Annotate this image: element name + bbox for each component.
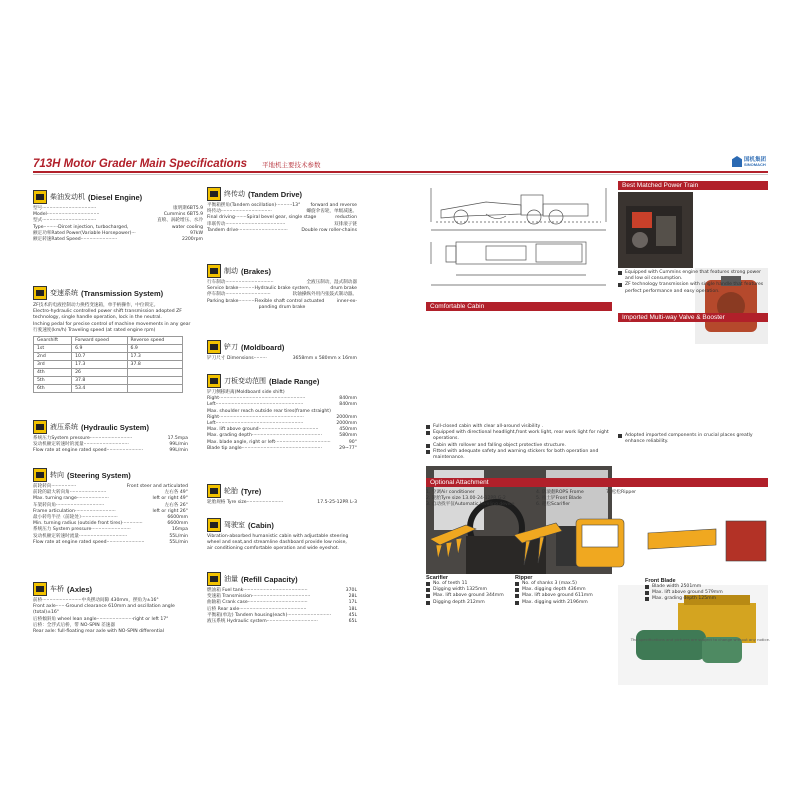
spec-row: 液压系统 Hydraulic system··································· 65L — [207, 619, 357, 625]
list-item: Digging depth 212mm — [426, 600, 516, 606]
refill-heading-cn: 油量 — [224, 575, 238, 583]
cabin-heading — [207, 518, 362, 532]
list-item: Max. lift above ground 579mm — [645, 590, 745, 596]
front-blade-title: Front Blade — [645, 578, 676, 584]
axles-heading — [33, 582, 198, 596]
axles-heading-en: (Axles) — [67, 584, 93, 594]
optional-list — [426, 490, 768, 509]
list-item: Equipped with directional headlight,front work light, rear work light for night operations. — [426, 430, 612, 442]
spec-row: 燃油箱 Fuel tank············································ 370L — [207, 588, 357, 593]
tyre-section — [207, 484, 357, 506]
spec-row: 车架转向角································· 左右各 26° — [33, 502, 188, 508]
brakes-heading-cn: 制动 — [224, 267, 238, 275]
steering-heading-en: (Steering System) — [67, 470, 131, 480]
spec-row: 轮胎规格 Tyre size························· 17.5-25-12PR L-3 — [207, 500, 357, 505]
blade-section — [207, 374, 357, 452]
spec-row: Max. lift above ground········································· 450mm — [207, 427, 357, 433]
bullet-icon — [645, 591, 649, 595]
engine-image — [618, 192, 693, 268]
page-title: 713H Motor Grader Main Specifications — [33, 158, 248, 170]
transmission-section — [33, 286, 203, 393]
cabin-heading-cn: 驾驶室 — [224, 521, 245, 529]
brakes-section — [207, 264, 357, 311]
power-train-heading: Best Matched Power Train — [618, 181, 768, 190]
bullet-icon — [618, 434, 622, 438]
steering-heading-cn: 转向 — [50, 471, 64, 479]
bullet-icon — [515, 601, 519, 605]
engine-lines — [33, 206, 203, 243]
bullet-icon — [426, 601, 430, 605]
spec-row: 铲刀侧移距离(Moldboard side shift) — [207, 390, 285, 395]
spec-row: 系统压力 System pressure··························· 16mpa — [33, 527, 188, 533]
steering-icon — [33, 468, 47, 482]
list-item: Max. lift above ground 611mm — [515, 593, 610, 599]
bullet-icon — [426, 431, 430, 435]
transmission-heading — [33, 286, 203, 300]
list-item: No. of teeth 11 — [426, 581, 516, 587]
spec-row: Right··························································· 840mm — [207, 396, 357, 402]
spec-row: Service brake···········Hydraulic brake system, drum brake — [207, 286, 357, 292]
hydraulic-lines — [33, 436, 188, 455]
hydraulic-section — [33, 420, 188, 455]
moldboard-icon — [207, 340, 221, 354]
table-header-row: Gearshift Forward speed Reverse speed — [34, 337, 183, 345]
header-rule — [33, 171, 768, 173]
spec-row: Flow rate at engine rated speed·························· 55L/min — [33, 539, 188, 545]
footnote: The specifications and pictures are subject to change without any notice. — [630, 637, 770, 642]
spec-row: 系统压力System pressure····························· 17.5mpa — [33, 436, 188, 441]
tandem-lines — [207, 203, 357, 234]
spec-row: 变速箱 Transmission········································ 28L — [207, 594, 357, 600]
brakes-heading-en: (Brakes) — [241, 266, 272, 276]
axles-paragraph: 前桥···························中央摆动间隙 430mm，摆角为±16° Front axle·······Ground clearance 610mm and oscillation angle (total)±16° 后桥倾斜角 wheel lean angle·························right or left 17° 后桥：全浮式后桥，带 NO-SPIN 差速器 Rear axle: full-floating rear axle with NO-SPIN differential — [33, 598, 175, 635]
spec-row: Right·························································· 2000mm — [207, 414, 357, 420]
attachment-images — [426, 515, 768, 575]
spec-row: Min. turning radius (outside front tires)·············· 6600mm — [33, 521, 188, 527]
tyre-heading — [207, 484, 357, 498]
spec-row: Final driving········Spiral bevel gear, single stage reduction — [207, 215, 357, 221]
attachment-drawings — [426, 515, 768, 575]
spec-row: Flow rate at engine rated speed························· 99L/min — [33, 448, 188, 454]
moldboard-heading-cn: 铲刀 — [224, 343, 238, 351]
optional-row: 1. 空调Air conditioner 4. 防滚翻ROPS Frome 7. 松松Ripper — [426, 490, 637, 495]
header-subrule — [33, 174, 768, 175]
spec-row: Left···························································· 840mm — [207, 402, 357, 408]
table-row: 3rd 17.3 37.8 — [34, 361, 183, 369]
list-item: Max. digging depth 436mm — [515, 587, 610, 593]
page-subtitle: 平地机主要技术参数 — [262, 161, 321, 169]
list-item: Blade width 2501mm — [645, 584, 745, 590]
scarifier-block — [426, 575, 516, 606]
tandem-heading-cn: 终传动 — [224, 190, 245, 198]
table-row: 2nd 10.7 17.3 — [34, 353, 183, 361]
scarifier-title: Scarifier — [426, 575, 449, 581]
spec-row: 前轮转向················· Front steer and articulated — [33, 484, 188, 489]
engine-icon — [33, 190, 47, 204]
list-item: No. of shanks 3 (max.5) — [515, 581, 610, 587]
bullet-icon — [515, 582, 519, 586]
spec-row: 额定转速Rated Speed························· 2200rpm — [33, 237, 203, 243]
spec-row: 平衡箱摆角(Tandem oscillation)···········13° forward and reverse — [207, 203, 357, 208]
spec-row: Max. shoulder reach outside rear tires(frame straight) — [207, 408, 331, 414]
transmission-heading-cn: 变速系统 — [50, 289, 78, 297]
spec-row: Type··········Dircet injection, turbocharged, water cooling — [33, 224, 203, 230]
valve-heading: Imported Multi-way Valve & Booster — [618, 313, 768, 322]
list-item: Max. lift above ground 344mm — [426, 593, 516, 599]
scarifier-bullets — [426, 581, 516, 606]
blade-heading — [207, 374, 357, 388]
list-item: Fitted with adequate safety and warning stickers for both operation and maintenance. — [426, 449, 612, 461]
table-row: 6th 53.4 — [34, 385, 183, 393]
tyre-heading-en: (Tyre) — [241, 486, 262, 496]
bullet-icon — [426, 444, 430, 448]
tandem-section — [207, 187, 357, 234]
steering-lines — [33, 484, 188, 546]
hydraulic-heading — [33, 420, 188, 434]
cabin-section — [207, 518, 362, 553]
refill-section — [207, 572, 357, 625]
list-item: Cabin with rollover and falling object protective structure. — [426, 443, 612, 449]
brand-logo — [732, 155, 772, 169]
ripper-bullets — [515, 581, 610, 606]
bullet-icon — [515, 594, 519, 598]
power-train-bullets — [618, 270, 768, 295]
spec-row: 型号····································· 康明斯6BT5.9 — [33, 206, 203, 211]
hydraulic-heading-cn: 液压系统 — [50, 423, 78, 431]
ripper-title: Ripper — [515, 575, 533, 581]
axles-heading-cn: 车桥 — [50, 585, 64, 593]
moldboard-lines — [207, 356, 357, 362]
hydraulic-icon — [33, 420, 47, 434]
spec-row: Max. turning range······················ left or right 49° — [33, 496, 188, 502]
list-item: Max. grading depth 125mm — [645, 596, 745, 602]
brakes-icon — [207, 264, 221, 278]
bullet-icon — [426, 425, 430, 429]
spec-row: Frame articulation···························· left or right 26° — [33, 508, 188, 514]
bullet-icon — [426, 594, 430, 598]
spec-row: 停车制动······························· 软轴操纵外用内张鼓式制动器。 — [207, 292, 357, 298]
brakes-heading — [207, 264, 357, 278]
transmission-heading-en: (Transmission System) — [81, 288, 164, 298]
spec-row: Left···························································· 2000mm — [207, 421, 357, 427]
blade-icon — [207, 374, 221, 388]
optional-row: 3. 自动找平仪Automatic leveling device 6. 耙松Scarifier — [426, 502, 571, 508]
bullet-icon — [426, 588, 430, 592]
spec-row: Parking brake···········Flexible shaft control actuated inner-ex- — [207, 298, 357, 304]
hydraulic-heading-en: (Hydraulic System) — [81, 422, 149, 432]
table-row: 1st 6.9 6.9 — [34, 345, 183, 353]
grader-line-drawing — [426, 180, 612, 298]
blade-heading-en: (Blade Range) — [269, 376, 320, 386]
tyre-heading-cn: 轮胎 — [224, 487, 238, 495]
list-item: ZF technology transmission with single handle that features perfect performance and easy operation. — [618, 282, 768, 294]
cabin-paragraph: Vibration-absorbed humanistic cabin with adjustable steering wheel and seat,and streamline dashboard provide low noise, air conditioning comfortable operation and wide eyeshot. — [207, 534, 349, 552]
bullet-icon — [618, 271, 622, 275]
list-item: Digging width 1325mm — [426, 587, 516, 593]
spec-row: 发动机额定转速时的流量······························· 99L/min — [33, 442, 188, 448]
list-item: Full-closed cabin with clear all-around visibility . — [426, 424, 612, 430]
table-row: 4th 26 — [34, 369, 183, 377]
refill-icon — [207, 572, 221, 586]
ripper-block — [515, 575, 610, 606]
moldboard-heading-en: (Moldboard) — [241, 342, 285, 352]
engine-heading-en: (Diesel Engine) — [88, 192, 143, 202]
table-row: 5th 37.8 — [34, 377, 183, 385]
bullet-icon — [426, 450, 430, 454]
cabin-panel-bullets — [426, 424, 612, 461]
spec-row: 串联传动········································· 双排滚子链 — [207, 221, 357, 227]
tyre-lines — [207, 500, 357, 506]
spec-row: 后桥 Rear axle·············································· 18L — [207, 606, 357, 612]
steering-section — [33, 468, 188, 546]
blade-heading-cn: 刀板变动范围 — [224, 377, 266, 385]
bullet-icon — [645, 597, 649, 601]
bullet-icon — [426, 582, 430, 586]
spec-row: 前轮的最大转向角························· 左右各 49° — [33, 490, 188, 496]
tyre-icon — [207, 484, 221, 498]
optional-row: 2. 轮胎Tyre size 13.00-24-12PR.G-2 5. 推土铲Front Blade — [426, 496, 582, 502]
brakes-lines — [207, 280, 357, 311]
spec-row: Max. grading depth················································ 580mm — [207, 433, 357, 439]
bullet-icon — [618, 283, 622, 287]
spec-row: 终传动··································· 螺旋伞齿轮，单级减速。 — [207, 209, 357, 215]
optional-heading: Optional Attachment — [426, 478, 768, 487]
spec-row: panding drum brake — [258, 304, 306, 310]
spec-row: 额定功率Rated Power(Variable Horsepower)··· 97kW — [33, 230, 203, 236]
spec-row: 最小转弯半径（前轮处）························· 6600mm — [33, 515, 188, 521]
steering-heading — [33, 468, 188, 482]
tandem-heading-en: (Tandem Drive) — [248, 189, 303, 199]
spec-row: Max. blade angle, right or left······································ 90° — [207, 439, 357, 445]
spec-row: 行车制动································· 全液压制动，湿式制动器 — [207, 280, 357, 285]
moldboard-section — [207, 340, 357, 362]
engine-photo — [618, 192, 693, 268]
list-item: Adopted imported components in crucial places greatly enhance reliability. — [618, 433, 768, 445]
spec-row: 型式····································· 直喷、涡轮增压、水冷 — [33, 218, 203, 224]
transmission-icon — [33, 286, 47, 300]
speed-table — [33, 336, 183, 393]
bullet-icon — [515, 588, 519, 592]
list-item: Max. digging width 2196mm — [515, 600, 610, 606]
cabin-heading-en: (Cabin) — [248, 520, 274, 530]
grader-diagram — [426, 180, 612, 298]
spec-row: 曲轴箱 Crank case········································· 17L — [207, 600, 357, 606]
front-blade-block — [645, 578, 745, 603]
refill-heading-en: (Refill Capacity) — [241, 574, 298, 584]
spec-row: Tandem drive·································· Double row roller-chains — [207, 227, 357, 233]
list-item: Equipped with Cummins engine that features strong power and low oil consumption. — [618, 270, 768, 282]
spec-row: Blade tip angle······················································· 29~77° — [207, 445, 357, 451]
cabin-panel-heading: Comfortable Cabin — [426, 302, 612, 311]
moldboard-heading — [207, 340, 357, 354]
refill-heading — [207, 572, 357, 586]
valve-bullets — [618, 433, 768, 445]
bullet-icon — [645, 585, 649, 589]
blade-lines — [207, 390, 357, 452]
brand-logo-icon — [732, 156, 742, 167]
spec-row: 平衡箱(单边) Tandem housing(each)······························ 45L — [207, 612, 357, 618]
tandem-icon — [207, 187, 221, 201]
engine-heading-cn: 柴油发动机 — [50, 193, 85, 201]
engine-section — [33, 190, 203, 243]
refill-lines — [207, 588, 357, 625]
transmission-paragraph: ZF技术的电液控制动力换档变速箱，单手柄操作，中位锁定。 Electro-hydraulic controlled power shift transmission adopted ZF technology, single handle operation, lock in the neutral. Inching pedal for precise control of machine movements in any gear 行驶速度(km/h) Traveling speed (at rated engine rpm) — [33, 303, 191, 333]
tandem-heading — [207, 187, 357, 201]
brand-logo-en: SINOMACH — [744, 162, 766, 167]
axles-icon — [33, 582, 47, 596]
cabin-icon — [207, 518, 221, 532]
engine-heading — [33, 190, 203, 204]
brand-logo-cn: 国机集团 — [744, 157, 767, 163]
spec-row: 发动机额定转速时流量································· 55L/min — [33, 533, 188, 539]
front-blade-bullets — [645, 584, 745, 603]
spec-row: 铲刀尺寸 Dimensions········· 3658mm x 580mm x 16mm — [207, 356, 357, 361]
spec-row: Model···································· Cummins 6BT5.9 — [33, 212, 203, 218]
axles-section — [33, 582, 198, 635]
